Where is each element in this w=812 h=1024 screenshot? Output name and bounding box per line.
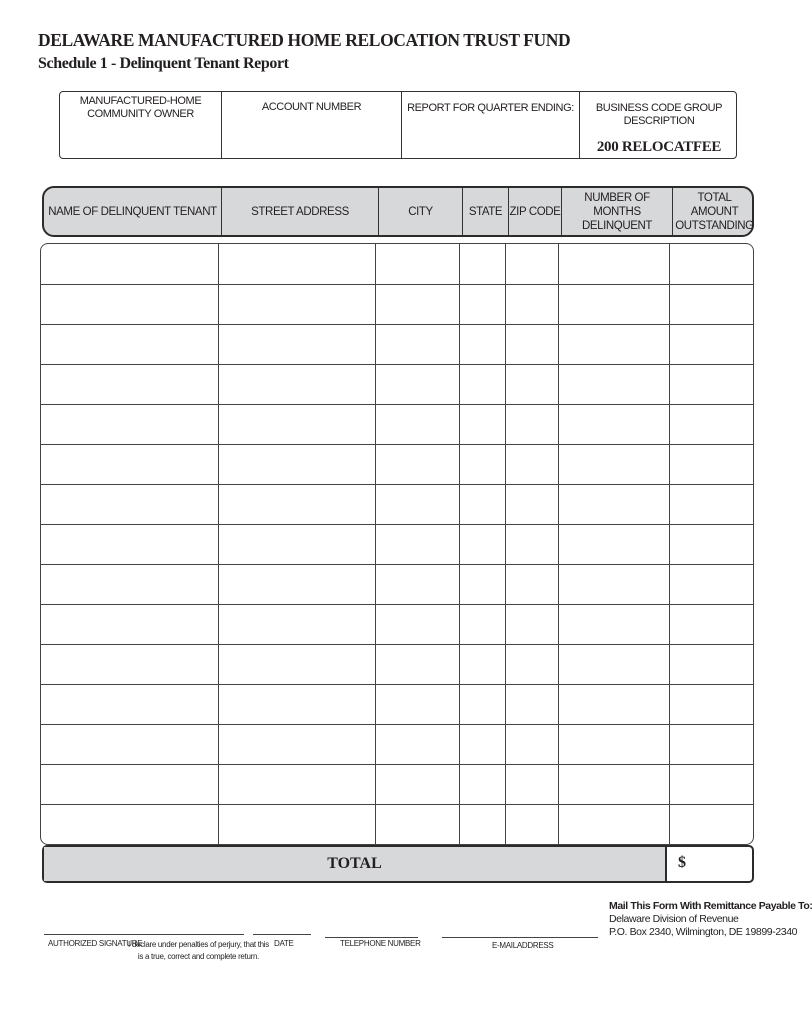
column-divider	[218, 244, 219, 844]
form-subtitle: Schedule 1 - Delinquent Tenant Report	[38, 55, 289, 72]
row-divider	[41, 404, 753, 405]
account-number-field[interactable]	[221, 92, 401, 158]
tenant-table-body[interactable]	[40, 243, 754, 845]
telephone-line[interactable]	[325, 937, 418, 938]
row-divider	[41, 684, 753, 685]
signature-line[interactable]	[44, 934, 244, 935]
business-code-group-label: BUSINESS CODE GROUP DESCRIPTION	[595, 102, 723, 127]
form-title: DELAWARE MANUFACTURED HOME RELOCATION TRUST FUND	[38, 30, 571, 50]
column-divider	[459, 244, 460, 844]
row-divider	[41, 444, 753, 445]
total-row	[42, 845, 754, 883]
total-amount-field[interactable]: $	[678, 854, 686, 871]
owner-info-box	[59, 91, 737, 159]
row-divider	[41, 604, 753, 605]
column-divider	[505, 244, 506, 844]
column-divider	[558, 244, 559, 844]
date-line[interactable]	[253, 934, 311, 935]
business-code-group-field	[579, 92, 738, 158]
row-divider	[41, 324, 753, 325]
column-divider	[669, 244, 670, 844]
row-divider	[41, 564, 753, 565]
community-owner-field[interactable]	[60, 92, 221, 158]
column-header-months: NUMBER OF MONTHS DELINQUENT	[561, 188, 672, 235]
account-number-label: ACCOUNT NUMBER	[261, 101, 362, 113]
column-header-street: STREET ADDRESS	[221, 188, 378, 235]
column-divider	[375, 244, 376, 844]
row-divider	[41, 724, 753, 725]
row-divider	[41, 764, 753, 765]
mailing-line-1: Delaware Division of Revenue	[609, 913, 739, 925]
quarter-ending-label: REPORT FOR QUARTER ENDING:	[407, 102, 574, 114]
row-divider	[41, 644, 753, 645]
row-divider	[41, 364, 753, 365]
total-label: TOTAL	[327, 855, 382, 872]
column-header-state: STATE	[462, 188, 508, 235]
mailing-heading: Mail This Form With Remittance Payable To:	[609, 900, 812, 912]
column-header-city: CITY	[378, 188, 462, 235]
row-divider	[41, 804, 753, 805]
total-label-cell	[44, 847, 667, 881]
email-label: E-MAILADDRESS	[492, 941, 554, 950]
perjury-declaration: I declare under penalties of perjury, that this is a true, correct and complete return.	[128, 940, 269, 961]
row-divider	[41, 524, 753, 525]
row-divider	[41, 484, 753, 485]
community-owner-label: MANUFACTURED-HOME COMMUNITY OWNER	[79, 95, 202, 120]
business-code-group-value: 200 RELOCATFEE	[596, 139, 722, 155]
telephone-label: TELEPHONE NUMBER	[340, 939, 421, 948]
column-header-name: NAME OF DELINQUENT TENANT	[48, 205, 217, 218]
column-header-zip: ZIP CODE	[508, 188, 561, 235]
authorized-signature-label: AUTHORIZED SIGNATURE	[48, 939, 143, 948]
date-label: DATE	[274, 939, 294, 948]
row-divider	[41, 284, 753, 285]
tenant-table-header	[42, 186, 754, 237]
column-header-amount: TOTAL AMOUNT OUTSTANDING	[672, 188, 756, 235]
quarter-ending-field[interactable]	[401, 92, 579, 158]
mailing-address	[609, 900, 812, 939]
email-line[interactable]	[442, 937, 598, 938]
mailing-line-2: P.O. Box 2340, Wilmington, DE 19899-2340	[609, 926, 798, 938]
